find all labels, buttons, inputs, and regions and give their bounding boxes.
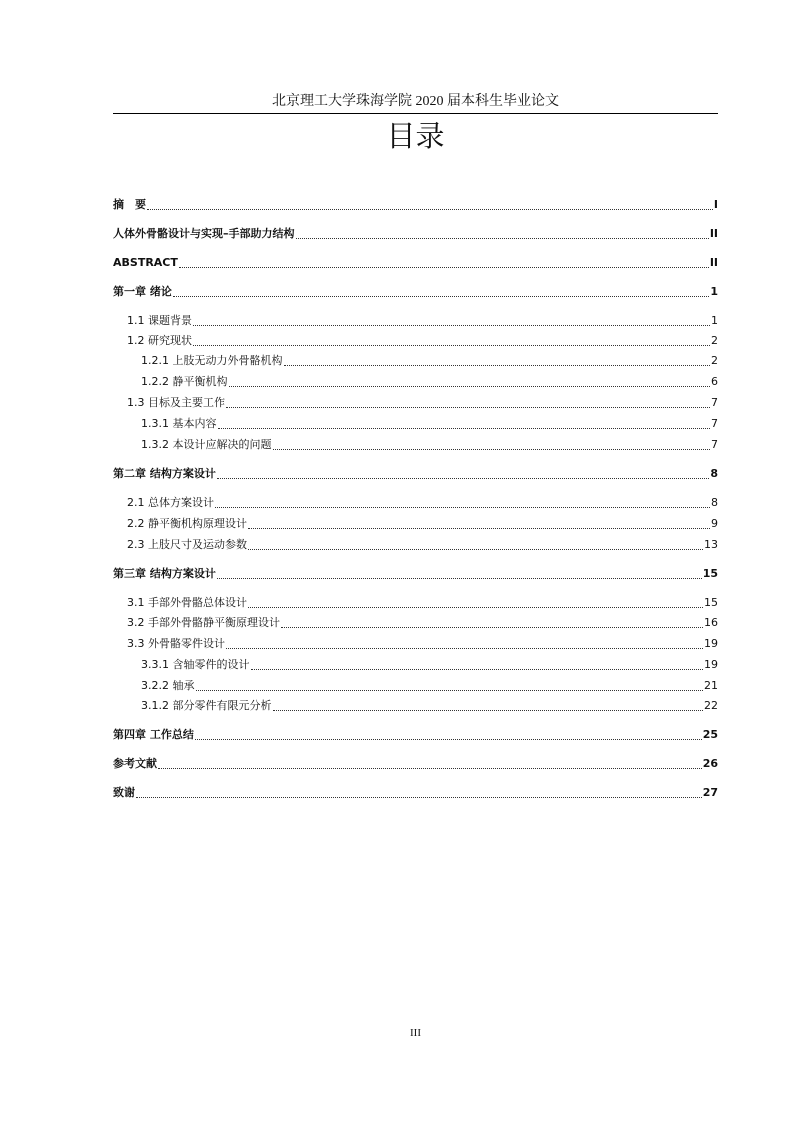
toc-dot-leader (173, 286, 710, 297)
toc-entry[interactable] (113, 566, 718, 582)
toc-dot-leader (229, 376, 711, 387)
toc-entry[interactable] (141, 374, 718, 390)
toc-entry[interactable] (127, 495, 718, 511)
toc-entry-page: 13 (704, 538, 718, 551)
toc-entry-label: 第三章 结构方案设计 (113, 567, 216, 580)
toc-entry-page: 7 (711, 396, 718, 409)
toc-dot-leader (215, 497, 710, 508)
toc-entry-page: 15 (704, 596, 718, 609)
toc-entry[interactable] (127, 615, 718, 631)
toc-entry[interactable] (141, 678, 718, 694)
toc-dot-leader (251, 659, 704, 670)
toc-entry[interactable] (113, 756, 718, 772)
toc-entry-label: 3.3 外骨骼零件设计 (127, 637, 225, 650)
toc-entry[interactable] (127, 333, 718, 349)
toc-entry-page: 2 (711, 354, 718, 367)
toc-dot-leader (217, 468, 710, 479)
page-title: 目录 (386, 119, 445, 153)
toc-entry-label: 2.3 上肢尺寸及运动参数 (127, 538, 247, 551)
toc-entry[interactable] (141, 698, 718, 714)
toc-entry-label: 第二章 结构方案设计 (113, 467, 216, 480)
toc-entry[interactable] (141, 416, 718, 432)
toc-entry-label: 致谢 (113, 786, 135, 799)
toc-entry[interactable] (141, 437, 718, 453)
toc-entry-label: 人体外骨骼设计与实现–手部助力结构 (113, 227, 295, 240)
toc-entry-page: II (709, 227, 718, 240)
toc-entry-label: 第一章 绪论 (113, 285, 172, 298)
toc-entry-page: 27 (702, 786, 718, 799)
toc-entry-page: 1 (710, 285, 718, 298)
toc-entry[interactable] (127, 636, 718, 652)
toc-dot-leader (296, 228, 709, 239)
toc-entry-label: 3.1.2 部分零件有限元分析 (141, 699, 272, 712)
toc-dot-leader (158, 758, 702, 769)
toc-entry[interactable] (113, 727, 718, 743)
toc-dot-leader (273, 439, 711, 450)
toc-entry-page: 9 (711, 517, 718, 530)
toc-entry[interactable] (141, 657, 718, 673)
toc-entry-page: 26 (702, 757, 718, 770)
toc-entry-page: 16 (704, 616, 718, 629)
toc-dot-leader (226, 638, 703, 649)
toc-entry-page: II (709, 256, 718, 269)
toc-dot-leader (248, 539, 703, 550)
toc-dot-leader (136, 787, 702, 798)
toc-entry[interactable] (113, 785, 718, 801)
toc-dot-leader (193, 335, 710, 346)
toc-entry[interactable] (127, 395, 718, 411)
toc-entry-page: 8 (711, 496, 718, 509)
toc-entry-page: 8 (710, 467, 718, 480)
toc-entry[interactable] (141, 353, 718, 369)
toc-entry-label: 2.1 总体方案设计 (127, 496, 214, 509)
toc-dot-leader (218, 418, 711, 429)
toc-entry-page: 7 (711, 438, 718, 451)
toc-entry-label: 3.2 手部外骨骼静平衡原理设计 (127, 616, 280, 629)
toc-entry[interactable] (127, 537, 718, 553)
toc-dot-leader (248, 518, 710, 529)
toc-dot-leader (273, 700, 704, 711)
page-number: III (410, 1027, 421, 1039)
toc-dot-leader (226, 397, 710, 408)
toc-entry-label: 1.3.1 基本内容 (141, 417, 217, 430)
toc-dot-leader (217, 568, 702, 579)
toc-entry-page: 19 (704, 658, 718, 671)
toc-entry-page: I (713, 198, 718, 211)
toc-entry-label: 1.3 目标及主要工作 (127, 396, 225, 409)
toc-entry-label: 3.1 手部外骨骼总体设计 (127, 596, 247, 609)
toc-entry-label: ABSTRACT (113, 256, 178, 269)
toc-dot-leader (147, 199, 713, 210)
toc-entry-page: 2 (711, 334, 718, 347)
toc-dot-leader (193, 315, 710, 326)
toc-entry-label: 1.1 课题背景 (127, 314, 192, 327)
toc-entry-label: 1.2 研究现状 (127, 334, 192, 347)
toc-entry-label: 1.2.2 静平衡机构 (141, 375, 228, 388)
toc-dot-leader (281, 617, 703, 628)
toc-entry-page: 1 (711, 314, 718, 327)
toc-entry-label: 3.3.1 含轴零件的设计 (141, 658, 250, 671)
toc-entry[interactable] (127, 313, 718, 329)
toc-entry-label: 第四章 工作总结 (113, 728, 194, 741)
toc-entry-page: 22 (704, 699, 718, 712)
toc-dot-leader (195, 729, 702, 740)
toc-entry-label: 2.2 静平衡机构原理设计 (127, 517, 247, 530)
toc-entry[interactable] (127, 595, 718, 611)
toc-entry-page: 21 (704, 679, 718, 692)
toc-dot-leader (284, 355, 711, 366)
header-rule (113, 113, 718, 114)
toc-entry[interactable] (113, 226, 718, 242)
toc-entry-page: 15 (702, 567, 718, 580)
toc-entry[interactable] (113, 284, 718, 300)
toc-dot-leader (179, 257, 709, 268)
toc-entry-label: 1.3.2 本设计应解决的问题 (141, 438, 272, 451)
running-header: 北京理工大学珠海学院 2020 届本科生毕业论文 (272, 94, 559, 109)
toc-entry-label: 摘 要 (113, 198, 146, 211)
toc-entry[interactable] (113, 466, 718, 482)
toc-entry-page: 7 (711, 417, 718, 430)
toc-entry[interactable] (127, 516, 718, 532)
toc-entry[interactable] (113, 255, 718, 271)
toc-entry-label: 1.2.1 上肢无动力外骨骼机构 (141, 354, 283, 367)
toc-dot-leader (196, 680, 704, 691)
toc-entry-page: 19 (704, 637, 718, 650)
toc-entry-label: 3.2.2 轴承 (141, 679, 195, 692)
toc-entry-page: 25 (702, 728, 718, 741)
toc-dot-leader (248, 597, 703, 608)
toc-entry-page: 6 (711, 375, 718, 388)
toc-entry-label: 参考文献 (113, 757, 157, 770)
toc-entry[interactable] (113, 197, 718, 213)
